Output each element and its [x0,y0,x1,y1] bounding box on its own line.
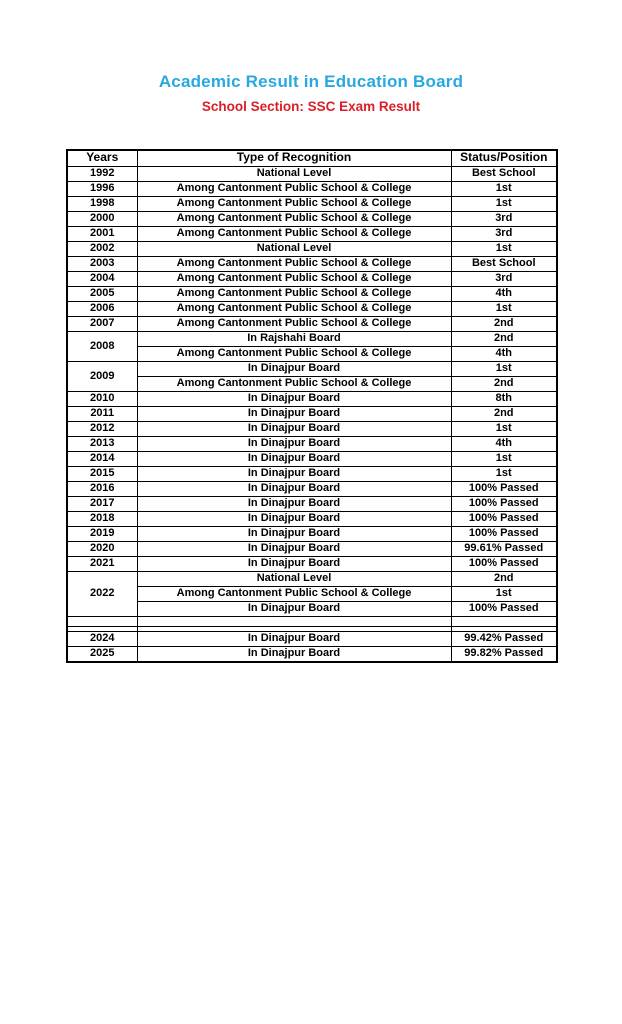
recognition-cell: In Dinajpur Board [137,451,451,466]
recognition-cell: In Rajshahi Board [137,331,451,346]
recognition-cell: National Level [137,241,451,256]
table-row [67,631,557,646]
year-cell: 2014 [67,451,137,466]
recognition-cell [137,616,451,626]
year-cell: 2021 [67,556,137,571]
year-cell: 2016 [67,481,137,496]
status-cell: 8th [451,391,557,406]
status-cell: 3rd [451,226,557,241]
year-cell: 2017 [67,496,137,511]
status-cell: 100% Passed [451,526,557,541]
status-cell: 1st [451,361,557,376]
table-row [67,616,557,626]
status-cell: 1st [451,196,557,211]
table-row [67,406,557,421]
header-type-of-recognition: Type of Recognition [137,150,451,167]
status-cell: 3rd [451,211,557,226]
table-row [67,451,557,466]
status-cell: 1st [451,466,557,481]
recognition-cell: National Level [137,166,451,181]
table-row [67,181,557,196]
table-row [67,331,557,346]
recognition-cell: In Dinajpur Board [137,631,451,646]
recognition-cell: In Dinajpur Board [137,646,451,662]
table-row [67,166,557,181]
recognition-cell: Among Cantonment Public School & College [137,316,451,331]
year-cell: 2001 [67,226,137,241]
recognition-cell: Among Cantonment Public School & College [137,586,451,601]
year-cell: 2011 [67,406,137,421]
table-row [67,346,557,361]
recognition-cell: Among Cantonment Public School & College [137,211,451,226]
status-cell: 100% Passed [451,496,557,511]
year-cell: 1998 [67,196,137,211]
table-row [67,226,557,241]
year-cell: 2019 [67,526,137,541]
status-cell: Best School [451,166,557,181]
status-cell: 1st [451,181,557,196]
table-row [67,196,557,211]
status-cell: 2nd [451,316,557,331]
status-cell: 1st [451,241,557,256]
year-cell: 2012 [67,421,137,436]
table-row [67,556,557,571]
status-cell: Best School [451,256,557,271]
year-cell: 2002 [67,241,137,256]
year-cell: 2009 [67,361,137,391]
year-cell: 2015 [67,466,137,481]
year-cell: 2018 [67,511,137,526]
recognition-cell: In Dinajpur Board [137,406,451,421]
status-cell: 99.42% Passed [451,631,557,646]
year-cell: 2013 [67,436,137,451]
table-row [67,541,557,556]
recognition-cell: Among Cantonment Public School & College [137,181,451,196]
status-cell [451,616,557,626]
status-cell: 2nd [451,406,557,421]
table-row [67,421,557,436]
recognition-cell: In Dinajpur Board [137,391,451,406]
status-cell: 100% Passed [451,556,557,571]
year-cell: 2006 [67,301,137,316]
header-years: Years [67,150,137,167]
year-cell: 2000 [67,211,137,226]
year-cell: 2020 [67,541,137,556]
year-cell: 1992 [67,166,137,181]
table-row [67,571,557,586]
status-cell: 4th [451,436,557,451]
recognition-cell: In Dinajpur Board [137,436,451,451]
header-status-position: Status/Position [451,150,557,167]
year-cell: 2004 [67,271,137,286]
recognition-cell: In Dinajpur Board [137,466,451,481]
table-row [67,301,557,316]
table-row [67,481,557,496]
table-row [67,391,557,406]
status-cell: 1st [451,451,557,466]
recognition-cell: Among Cantonment Public School & College [137,286,451,301]
year-cell: 2008 [67,331,137,361]
table-row [67,286,557,301]
status-cell: 100% Passed [451,481,557,496]
status-cell: 2nd [451,331,557,346]
table-row [67,376,557,391]
status-cell: 100% Passed [451,511,557,526]
recognition-cell: In Dinajpur Board [137,496,451,511]
year-cell: 2003 [67,256,137,271]
table-row [67,211,557,226]
table-row [67,466,557,481]
status-cell: 99.82% Passed [451,646,557,662]
recognition-cell: In Dinajpur Board [137,511,451,526]
recognition-cell: In Dinajpur Board [137,541,451,556]
year-cell: 2024 [67,631,137,646]
status-cell: 1st [451,301,557,316]
year-cell [67,616,137,626]
recognition-cell: Among Cantonment Public School & College [137,376,451,391]
year-cell: 2007 [67,316,137,331]
results-table-body [67,166,557,662]
recognition-cell: National Level [137,571,451,586]
table-row [67,256,557,271]
table-row [67,511,557,526]
results-table [66,149,558,663]
table-row [67,316,557,331]
status-cell: 4th [451,286,557,301]
recognition-cell: Among Cantonment Public School & College [137,301,451,316]
year-cell: 2022 [67,571,137,616]
table-row [67,361,557,376]
recognition-cell: Among Cantonment Public School & College [137,196,451,211]
header-row [67,150,557,167]
status-cell: 2nd [451,376,557,391]
recognition-cell: In Dinajpur Board [137,361,451,376]
page-title: Academic Result in Education Board [158,72,464,91]
table-row [67,271,557,286]
status-cell: 4th [451,346,557,361]
recognition-cell: In Dinajpur Board [137,601,451,616]
page-subtitle: School Section: SSC Exam Result [201,99,421,115]
results-table-header [67,150,557,167]
year-cell: 1996 [67,181,137,196]
recognition-cell: Among Cantonment Public School & College [137,226,451,241]
table-row [67,601,557,616]
recognition-cell: In Dinajpur Board [137,421,451,436]
status-cell: 3rd [451,271,557,286]
status-cell: 99.61% Passed [451,541,557,556]
status-cell: 2nd [451,571,557,586]
year-cell: 2025 [67,646,137,662]
table-row [67,496,557,511]
table-row [67,436,557,451]
table-row [67,241,557,256]
table-row [67,586,557,601]
recognition-cell: Among Cantonment Public School & College [137,271,451,286]
status-cell: 1st [451,586,557,601]
recognition-cell: Among Cantonment Public School & College [137,346,451,361]
recognition-cell: In Dinajpur Board [137,526,451,541]
year-cell: 2005 [67,286,137,301]
recognition-cell: In Dinajpur Board [137,481,451,496]
status-cell: 100% Passed [451,601,557,616]
table-row [67,646,557,662]
year-cell: 2010 [67,391,137,406]
status-cell: 1st [451,421,557,436]
recognition-cell: Among Cantonment Public School & College [137,256,451,271]
table-row [67,526,557,541]
recognition-cell: In Dinajpur Board [137,556,451,571]
